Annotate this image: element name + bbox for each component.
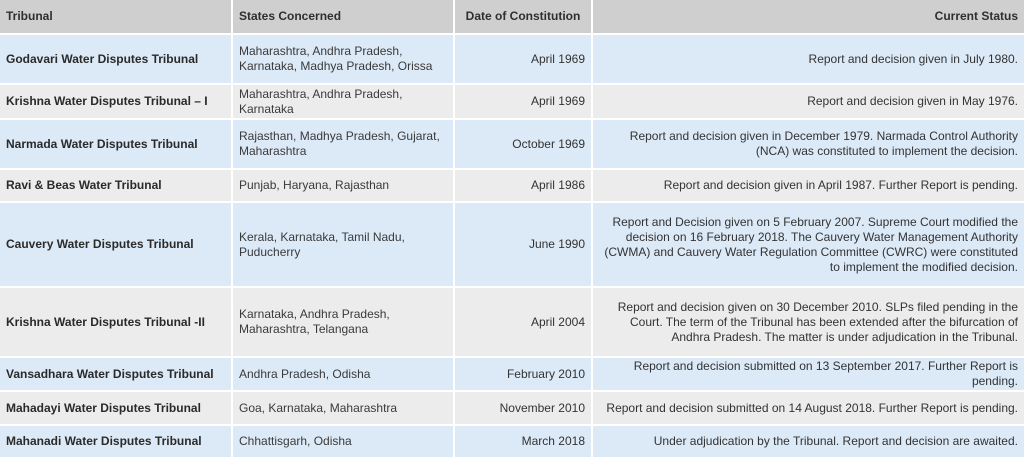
states-cell: Chhattisgarh, Odisha bbox=[233, 426, 455, 459]
states-cell: Maharashtra, Andhra Pradesh, Karnataka, Madhya Pradesh, Orissa bbox=[233, 35, 455, 85]
date-cell: November 2010 bbox=[455, 392, 593, 426]
tribunal-cell: Godavari Water Disputes Tribunal bbox=[0, 35, 233, 85]
states-cell: Kerala, Karnataka, Tamil Nadu, Puducherry bbox=[233, 203, 455, 288]
status-cell: Report and decision given in July 1980. bbox=[593, 35, 1024, 85]
tribunal-cell: Cauvery Water Disputes Tribunal bbox=[0, 203, 233, 288]
status-cell: Report and decision submitted on 13 September 2017. Further Report is pending. bbox=[593, 358, 1024, 392]
date-cell: June 1990 bbox=[455, 203, 593, 288]
states-cell: Maharashtra, Andhra Pradesh, Karnataka bbox=[233, 85, 455, 120]
table-row bbox=[0, 358, 1024, 392]
tribunal-cell: Ravi & Beas Water Tribunal bbox=[0, 170, 233, 203]
table-row bbox=[0, 203, 1024, 288]
status-cell: Report and decision given in May 1976. bbox=[593, 85, 1024, 120]
date-cell: March 2018 bbox=[455, 426, 593, 459]
status-cell: Report and decision given on 30 December 2010. SLPs filed pending in the Court. The term of the Tribunal has been extended after the bifurcation of Andhra Pradesh. The matter is under adjudication in the Tribunal. bbox=[593, 288, 1024, 358]
tribunal-cell: Krishna Water Disputes Tribunal – I bbox=[0, 85, 233, 120]
status-cell: Report and decision submitted on 14 August 2018. Further Report is pending. bbox=[593, 392, 1024, 426]
tribunal-cell: Narmada Water Disputes Tribunal bbox=[0, 120, 233, 170]
date-cell: April 1969 bbox=[455, 35, 593, 85]
states-cell: Goa, Karnataka, Maharashtra bbox=[233, 392, 455, 426]
status-cell: Report and Decision given on 5 February 2007. Supreme Court modified the decision on 16 February 2018. The Cauvery Water Management Authority (CWMA) and Cauvery Water Regulation Committee (CWRC) were constituted to implement the modified decision. bbox=[593, 203, 1024, 288]
date-cell: April 1969 bbox=[455, 85, 593, 120]
status-cell: Report and decision given in April 1987. Further Report is pending. bbox=[593, 170, 1024, 203]
states-cell: Rajasthan, Madhya Pradesh, Gujarat, Maharashtra bbox=[233, 120, 455, 170]
states-cell: Andhra Pradesh, Odisha bbox=[233, 358, 455, 392]
status-cell: Under adjudication by the Tribunal. Report and decision are awaited. bbox=[593, 426, 1024, 459]
date-cell: April 1986 bbox=[455, 170, 593, 203]
tribunal-cell: Krishna Water Disputes Tribunal -II bbox=[0, 288, 233, 358]
table-row bbox=[0, 120, 1024, 170]
header-row bbox=[0, 0, 1024, 35]
date-cell: October 1969 bbox=[455, 120, 593, 170]
date-cell: February 2010 bbox=[455, 358, 593, 392]
column-header-date: Date of Constitution bbox=[455, 0, 593, 35]
date-cell: April 2004 bbox=[455, 288, 593, 358]
column-header-tribunal: Tribunal bbox=[0, 0, 233, 35]
table-row bbox=[0, 392, 1024, 426]
tribunal-cell: Vansadhara Water Disputes Tribunal bbox=[0, 358, 233, 392]
states-cell: Punjab, Haryana, Rajasthan bbox=[233, 170, 455, 203]
table-row bbox=[0, 85, 1024, 120]
status-cell: Report and decision given in December 1979. Narmada Control Authority (NCA) was constituted to implement the decision. bbox=[593, 120, 1024, 170]
tribunal-cell: Mahanadi Water Disputes Tribunal bbox=[0, 426, 233, 459]
states-cell: Karnataka, Andhra Pradesh, Maharashtra, Telangana bbox=[233, 288, 455, 358]
table-row bbox=[0, 426, 1024, 459]
column-header-states: States Concerned bbox=[233, 0, 455, 35]
table-row bbox=[0, 288, 1024, 358]
table-row bbox=[0, 35, 1024, 85]
column-header-status: Current Status bbox=[593, 0, 1024, 35]
table-row bbox=[0, 170, 1024, 203]
tribunal-cell: Mahadayi Water Disputes Tribunal bbox=[0, 392, 233, 426]
